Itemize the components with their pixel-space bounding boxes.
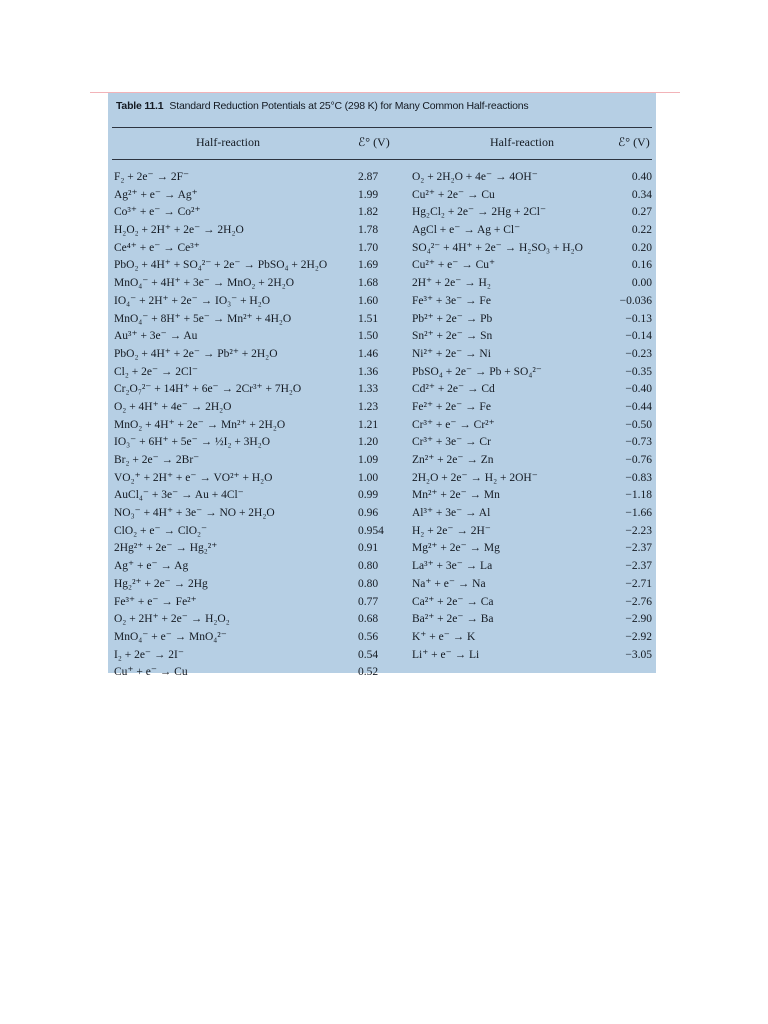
table-row	[114, 540, 404, 558]
table-row	[114, 558, 404, 576]
half-reaction: O₂ + 2H₂O + 4e⁻ → 4OH⁻	[412, 171, 538, 183]
table-row	[114, 240, 404, 258]
reduction-potential: −2.90	[625, 613, 652, 626]
table-row	[412, 558, 652, 576]
reduction-potential: −0.13	[625, 312, 652, 325]
half-reaction: PbO₂ + 4H⁺ + 2e⁻ → Pb²⁺ + 2H₂O	[114, 347, 278, 360]
reduction-potential: 0.91	[358, 542, 379, 555]
half-reaction: Cl₂ + 2e⁻ → 2Cl⁻	[114, 365, 198, 378]
reduction-potential: −2.92	[625, 630, 652, 643]
right-header-potential: ℰ° (V)	[618, 135, 650, 149]
half-reaction: 2H⁺ + 2e⁻ → H₂	[412, 277, 491, 290]
reduction-potential: −0.40	[625, 383, 652, 396]
table-row	[412, 611, 652, 629]
half-reaction: Au³⁺ + 3e⁻ → Au	[114, 330, 198, 343]
table-row	[114, 399, 404, 417]
half-reaction: IO₄⁻ + 2H⁺ + 2e⁻ → IO₃⁻ + H₂O	[114, 294, 271, 307]
reduction-potential: 0.16	[631, 259, 652, 272]
table-row	[114, 434, 404, 452]
reduction-potential: 0.52	[358, 666, 379, 679]
table-row	[412, 364, 652, 382]
table-row	[114, 328, 404, 346]
half-reaction: SO₄²⁻ + 4H⁺ + 2e⁻ → H₂SO₃ + H₂O	[412, 241, 583, 254]
reduction-potential: −0.23	[625, 347, 652, 360]
half-reaction: Cr₂O₇²⁻ + 14H⁺ + 6e⁻ → 2Cr³⁺ + 7H₂O	[114, 383, 302, 396]
half-reaction: F₂ + 2e⁻ → 2F⁻	[114, 171, 190, 183]
table-row	[412, 293, 652, 311]
reduction-potential: −1.18	[625, 489, 652, 502]
table-row	[412, 399, 652, 417]
left-column	[114, 169, 404, 682]
reduction-potential: 0.68	[358, 613, 379, 626]
reduction-potential: 1.50	[358, 330, 379, 343]
reduction-potential: 1.51	[358, 312, 379, 325]
right-header-reaction: Half-reaction	[490, 135, 554, 149]
half-reaction: NO₃⁻ + 4H⁺ + 3e⁻ → NO + 2H₂O	[114, 507, 275, 520]
table-row	[412, 417, 652, 435]
half-reaction: Cr³⁺ + e⁻ → Cr²⁺	[412, 418, 495, 431]
table-row	[114, 576, 404, 594]
half-reaction: Hg₂Cl₂ + 2e⁻ → 2Hg + 2Cl⁻	[412, 206, 547, 219]
half-reaction: O₂ + 2H⁺ + 2e⁻ → H₂O₂	[114, 613, 230, 626]
reduction-potential: 1.00	[358, 471, 379, 484]
table-row	[412, 222, 652, 240]
table-title: Standard Reduction Potentials at 25°C (298 K) for Many Common Half-reactions	[169, 100, 529, 112]
table-row	[412, 647, 652, 665]
half-reaction: IO₃⁻ + 6H⁺ + 5e⁻ → ½I₂ + 3H₂O	[114, 436, 271, 449]
half-reaction: AuCl₄⁻ + 3e⁻ → Au + 4Cl⁻	[114, 489, 244, 502]
reduction-potential: 1.78	[358, 224, 379, 237]
half-reaction: Cu⁺ + e⁻ → Cu	[114, 666, 188, 679]
table-row	[114, 523, 404, 541]
table-row	[114, 187, 404, 205]
table-row	[114, 381, 404, 399]
half-reaction: O₂ + 4H⁺ + 4e⁻ → 2H₂O	[114, 400, 232, 413]
reduction-potential: 0.77	[358, 595, 379, 608]
reduction-potential: 1.36	[358, 365, 379, 378]
reduction-potential: −2.76	[625, 595, 652, 608]
reduction-potential-table	[108, 93, 656, 679]
reduction-potential: 0.80	[358, 560, 379, 573]
half-reaction: Ni²⁺ + 2e⁻ → Ni	[412, 347, 491, 360]
table-row	[412, 576, 652, 594]
table-row	[114, 275, 404, 293]
reduction-potential: 1.69	[358, 259, 379, 272]
reduction-potential: −0.14	[625, 330, 652, 343]
table-row	[114, 629, 404, 647]
left-header-potential: ℰ° (V)	[358, 135, 390, 149]
reduction-potential: −0.50	[625, 418, 652, 431]
table-row	[412, 381, 652, 399]
table-row	[412, 204, 652, 222]
half-reaction: Mn²⁺ + 2e⁻ → Mn	[412, 489, 500, 502]
half-reaction: ClO₂ + e⁻ → ClO₂⁻	[114, 524, 208, 537]
half-reaction: Fe²⁺ + 2e⁻ → Fe	[412, 400, 491, 413]
reduction-potential: 0.99	[358, 489, 379, 502]
half-reaction: Al³⁺ + 3e⁻ → Al	[412, 507, 491, 520]
half-reaction: Co³⁺ + e⁻ → Co²⁺	[114, 206, 201, 219]
half-reaction: 2Hg²⁺ + 2e⁻ → Hg₂²⁺	[114, 542, 218, 555]
table-row	[412, 169, 652, 187]
half-reaction: VO₂⁺ + 2H⁺ + e⁻ → VO²⁺ + H₂O	[114, 471, 273, 484]
table-row	[412, 275, 652, 293]
half-reaction: PbO₂ + 4H⁺ + SO₄²⁻ + 2e⁻ → PbSO₄ + 2H₂O	[114, 259, 328, 272]
reduction-potential: −0.44	[625, 400, 652, 413]
half-reaction: Ca²⁺ + 2e⁻ → Ca	[412, 595, 494, 608]
table-caption	[116, 100, 648, 112]
reduction-potential: 0.96	[358, 507, 379, 520]
half-reaction: MnO₄⁻ + 8H⁺ + 5e⁻ → Mn²⁺ + 4H₂O	[114, 312, 292, 325]
reduction-potential: 1.33	[358, 383, 379, 396]
table-row	[114, 293, 404, 311]
right-column	[412, 169, 652, 664]
half-reaction: Fe³⁺ + 3e⁻ → Fe	[412, 294, 491, 307]
reduction-potential: 1.21	[358, 418, 379, 431]
half-reaction: 2H₂O + 2e⁻ → H₂ + 2OH⁻	[412, 471, 538, 484]
half-reaction: Cd²⁺ + 2e⁻ → Cd	[412, 383, 495, 396]
half-reaction: H₂O₂ + 2H⁺ + 2e⁻ → 2H₂O	[114, 224, 244, 237]
table-row	[114, 594, 404, 612]
half-reaction: Cu²⁺ + 2e⁻ → Cu	[412, 188, 495, 201]
table-row	[114, 257, 404, 275]
reduction-potential: 1.99	[358, 188, 379, 201]
reduction-potential: −0.76	[625, 454, 652, 466]
table-row	[412, 523, 652, 541]
half-reaction: Ba²⁺ + 2e⁻ → Ba	[412, 613, 494, 626]
half-reaction: Zn²⁺ + 2e⁻ → Zn	[412, 454, 494, 466]
table-row	[412, 240, 652, 258]
table-row	[114, 169, 404, 187]
half-reaction: Pb²⁺ + 2e⁻ → Pb	[412, 312, 493, 325]
reduction-potential: −2.37	[625, 560, 652, 573]
table-row	[412, 311, 652, 329]
table-row	[114, 664, 404, 682]
half-reaction: I₂ + 2e⁻ → 2I⁻	[114, 648, 184, 661]
table-row	[412, 257, 652, 275]
table-row	[114, 487, 404, 505]
half-reaction: Cr³⁺ + 3e⁻ → Cr	[412, 436, 491, 449]
half-reaction: Sn²⁺ + 2e⁻ → Sn	[412, 330, 493, 343]
half-reaction: Mg²⁺ + 2e⁻ → Mg	[412, 542, 500, 555]
table-row	[114, 364, 404, 382]
left-header-reaction: Half-reaction	[196, 135, 260, 149]
table-row	[412, 540, 652, 558]
table-row	[114, 346, 404, 364]
table-number: Table 11.1	[116, 100, 164, 112]
table-header-rule	[112, 159, 652, 160]
table-row	[114, 505, 404, 523]
half-reaction: Ce⁴⁺ + e⁻ → Ce³⁺	[114, 241, 200, 254]
reduction-potential: 0.00	[631, 277, 652, 290]
half-reaction: La³⁺ + 3e⁻ → La	[412, 560, 493, 573]
table-row	[114, 611, 404, 629]
table-row	[114, 470, 404, 488]
reduction-potential: 0.20	[631, 241, 652, 254]
table-row	[114, 222, 404, 240]
reduction-potential: 1.23	[358, 400, 379, 413]
half-reaction: Ag²⁺ + e⁻ → Ag⁺	[114, 188, 198, 201]
table-row	[114, 204, 404, 222]
reduction-potential: 1.09	[358, 454, 379, 466]
reduction-potential: 1.46	[358, 347, 379, 360]
table-row	[114, 647, 404, 665]
reduction-potential: 0.40	[631, 171, 652, 183]
reduction-potential: 0.56	[358, 630, 379, 643]
half-reaction: MnO₂ + 4H⁺ + 2e⁻ → Mn²⁺ + 2H₂O	[114, 418, 286, 431]
table-row	[412, 187, 652, 205]
reduction-potential: −0.73	[625, 436, 652, 449]
table-top-rule	[112, 127, 652, 128]
half-reaction: Fe³⁺ + e⁻ → Fe²⁺	[114, 595, 197, 608]
table-row	[412, 594, 652, 612]
half-reaction: H₂ + 2e⁻ → 2H⁻	[412, 524, 491, 537]
reduction-potential: −0.036	[619, 294, 652, 307]
reduction-potential: 1.60	[358, 294, 379, 307]
table-row	[114, 452, 404, 470]
half-reaction: Hg₂²⁺ + 2e⁻ → 2Hg	[114, 577, 208, 590]
reduction-potential: −1.66	[625, 507, 652, 520]
half-reaction: PbSO₄ + 2e⁻ → Pb + SO₄²⁻	[412, 365, 542, 378]
half-reaction: Ag⁺ + e⁻ → Ag	[114, 560, 189, 573]
half-reaction: Br₂ + 2e⁻ → 2Br⁻	[114, 454, 200, 466]
reduction-potential: −2.23	[625, 524, 652, 537]
table-row	[114, 417, 404, 435]
half-reaction: K⁺ + e⁻ → K	[412, 630, 476, 643]
half-reaction: MnO₄⁻ + 4H⁺ + 3e⁻ → MnO₂ + 2H₂O	[114, 277, 295, 290]
table-row	[412, 434, 652, 452]
half-reaction: Na⁺ + e⁻ → Na	[412, 577, 486, 590]
reduction-potential: 1.82	[358, 206, 379, 219]
table-row	[412, 346, 652, 364]
table-row	[412, 328, 652, 346]
reduction-potential: −2.71	[625, 577, 652, 590]
half-reaction: MnO₄⁻ + e⁻ → MnO₄²⁻	[114, 630, 227, 643]
half-reaction: Li⁺ + e⁻ → Li	[412, 648, 480, 661]
reduction-potential: 0.34	[631, 188, 652, 201]
reduction-potential: 0.27	[631, 206, 652, 219]
reduction-potential: −3.05	[625, 648, 652, 661]
reduction-potential: 0.54	[358, 648, 379, 661]
table-row	[412, 470, 652, 488]
table-row	[412, 505, 652, 523]
reduction-potential: 1.68	[358, 277, 379, 290]
reduction-potential: −2.37	[625, 542, 652, 555]
table-row	[412, 487, 652, 505]
table-row	[412, 452, 652, 470]
table-row	[412, 629, 652, 647]
reduction-potential: 2.87	[358, 171, 379, 183]
reduction-potential: 1.20	[358, 436, 379, 449]
reduction-potential: −0.83	[625, 471, 652, 484]
reduction-potential: 0.80	[358, 577, 379, 590]
half-reaction: Cu²⁺ + e⁻ → Cu⁺	[412, 259, 496, 272]
reduction-potential: −0.35	[625, 365, 652, 378]
reduction-potential: 0.22	[631, 224, 652, 237]
table-row	[114, 311, 404, 329]
reduction-potential: 1.70	[358, 241, 379, 254]
half-reaction: AgCl + e⁻ → Ag + Cl⁻	[412, 224, 521, 237]
reduction-potential: 0.954	[358, 524, 384, 537]
